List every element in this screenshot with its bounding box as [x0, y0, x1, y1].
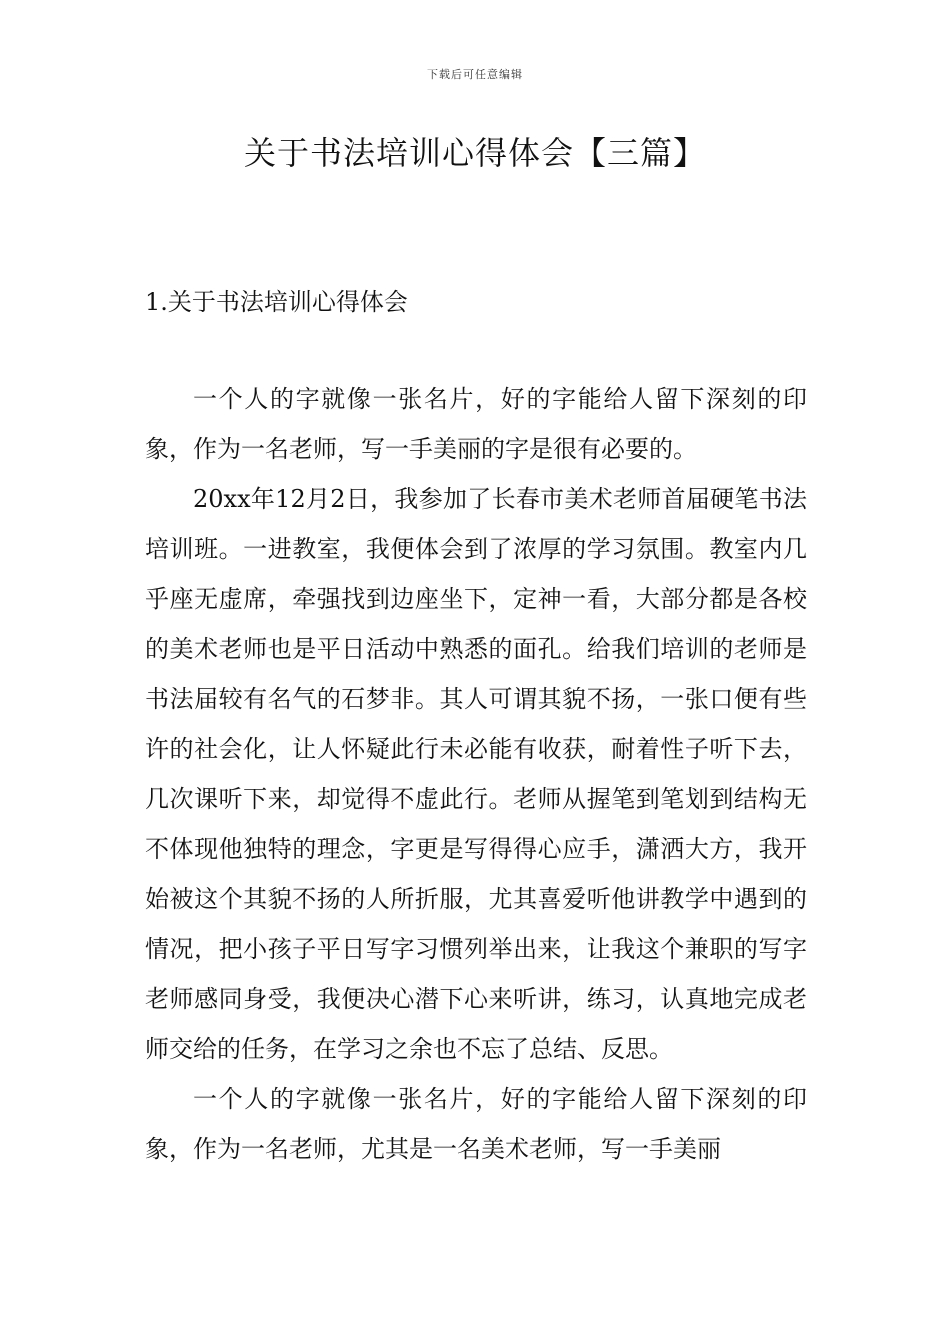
header-note: 下载后可任意编辑 — [427, 68, 523, 81]
body-text — [145, 374, 807, 1174]
document-title: 关于书法培训心得体会【三篇】 — [243, 134, 706, 172]
paragraph-1: 一个人的字就像一张名片，好的字能给人留下深刻的印象，作为一名老师，写一手美丽的字是很有必要的。 — [145, 385, 807, 463]
paragraph-2: 20xx年12月2日，我参加了长春市美术老师首届硬笔书法培训班。一进教室，我便体会到了浓厚的学习氛围。教室内几乎座无虚席，牵强找到边座坐下，定神一看，大部分都是各校的美术老师也是平日活动中熟悉的面孔。给我们培训的老师是书法届较有名气的石梦非。其人可谓其貌不扬，一张口便有些许的社会化，让人怀疑此行未必能有收获，耐着性子听下去，几次课听下来，却觉得不虚此行。老师从握笔到笔划到结构无不体现他独特的理念，字更是写得得心应手，潇洒大方，我开始被这个其貌不扬的人所折服，尤其喜爱听他讲教学中遇到的情况，把小孩子平日写字习惯列举出来，让我这个兼职的写字老师感同身受，我便决心潜下心来听讲，练习，认真地完成老师交给的任务，在学习之余也不忘了总结、反思。 — [145, 485, 807, 1063]
paragraph-3: 一个人的字就像一张名片，好的字能给人留下深刻的印象，作为一名老师，尤其是一名美术老师，写一手美丽 — [145, 1085, 807, 1163]
section-heading: 1.关于书法培训心得体会 — [145, 288, 408, 316]
